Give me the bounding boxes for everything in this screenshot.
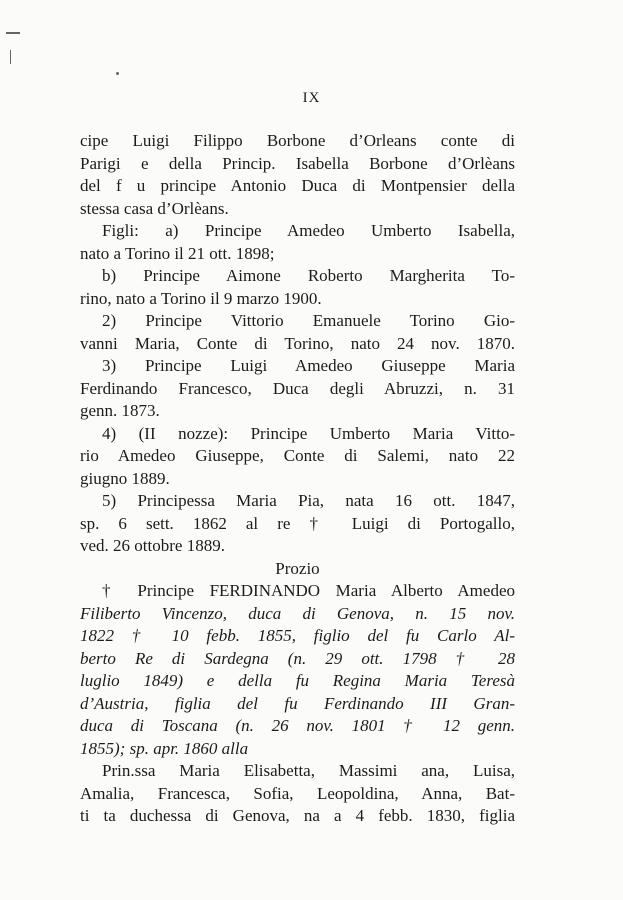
text-line: ti ta duchessa di Genova, na a 4 febb. 1830, figlia (80, 806, 515, 825)
text-line: 1855); sp. apr. 1860 alla (80, 738, 249, 758)
text-line: † Principe FERDINANDO Maria Alberto Amedeo (102, 581, 515, 600)
text-line: 2) Principe Vittorio Emanuele Torino Gio- (102, 311, 515, 330)
page-number: IX (302, 90, 321, 106)
text-line: genn. 1873. (80, 401, 160, 420)
text-line: del f u principe Antonio Duca di Montpensier della (80, 176, 515, 195)
scan-dot (116, 72, 119, 75)
scan-mark-left (10, 50, 11, 64)
text-line: duca di Toscana (n. 26 nov. 1801 † 12 genn. (80, 716, 515, 735)
text-line: Figli: a) Principe Amedeo Umberto Isabella, (102, 221, 515, 240)
text-line: Ferdinando Francesco, Duca degli Abruzzi, n. 31 (80, 378, 515, 398)
text-line: Prin.ssa Maria Elisabetta, Massimi ana, Luisa, (102, 761, 515, 780)
text-line: berto Re di Sardegna (n. 29 ott. 1798 † 28 (80, 648, 515, 668)
text-line: d’Austria, figlia del fu Ferdinando III Gran- (80, 693, 515, 713)
text-line: stessa casa d’Orlèans. (80, 198, 229, 218)
text-line: 1822 † 10 febb. 1855, figlio del fu Carlo Al- (80, 626, 515, 645)
text-line: Prozio (275, 558, 320, 578)
text-line: 4) (II nozze): Principe Umberto Maria Vitto- (102, 423, 515, 443)
text-line: b) Principe Aimone Roberto Margherita To- (102, 266, 515, 285)
text-line: Parigi e della Princip. Isabella Borbone d’Orlèans (80, 153, 515, 173)
text-line: 5) Principessa Maria Pia, nata 16 ott. 1847, (102, 491, 515, 510)
text-line: Filiberto Vincenzo, duca di Genova, n. 15 nov. (80, 603, 515, 623)
text-line: cipe Luigi Filippo Borbone d’Orleans conte di (80, 131, 515, 150)
text-line: sp. 6 sett. 1862 al re † Luigi di Portogallo, (80, 513, 515, 533)
text-line: luglio 1849) e della fu Regina Maria Teresà (80, 671, 515, 690)
text-line: 3) Principe Luigi Amedeo Giuseppe Maria (102, 356, 515, 375)
text-line: rio Amedeo Giuseppe, Conte di Salemi, nato 22 (80, 446, 515, 465)
scan-mark-top (6, 32, 20, 34)
text-line: Amalia, Francesca, Sofia, Leopoldina, Anna, Bat- (80, 783, 515, 803)
page-body (80, 130, 515, 828)
text-line: nato a Torino il 21 ott. 1898; (80, 243, 275, 263)
text-line: ved. 26 ottobre 1889. (80, 536, 225, 555)
text-line: rino, nato a Torino il 9 marzo 1900. (80, 288, 322, 308)
text-line: giugno 1889. (80, 468, 170, 488)
text-line: vanni Maria, Conte di Torino, nato 24 nov. 1870. (80, 333, 515, 353)
